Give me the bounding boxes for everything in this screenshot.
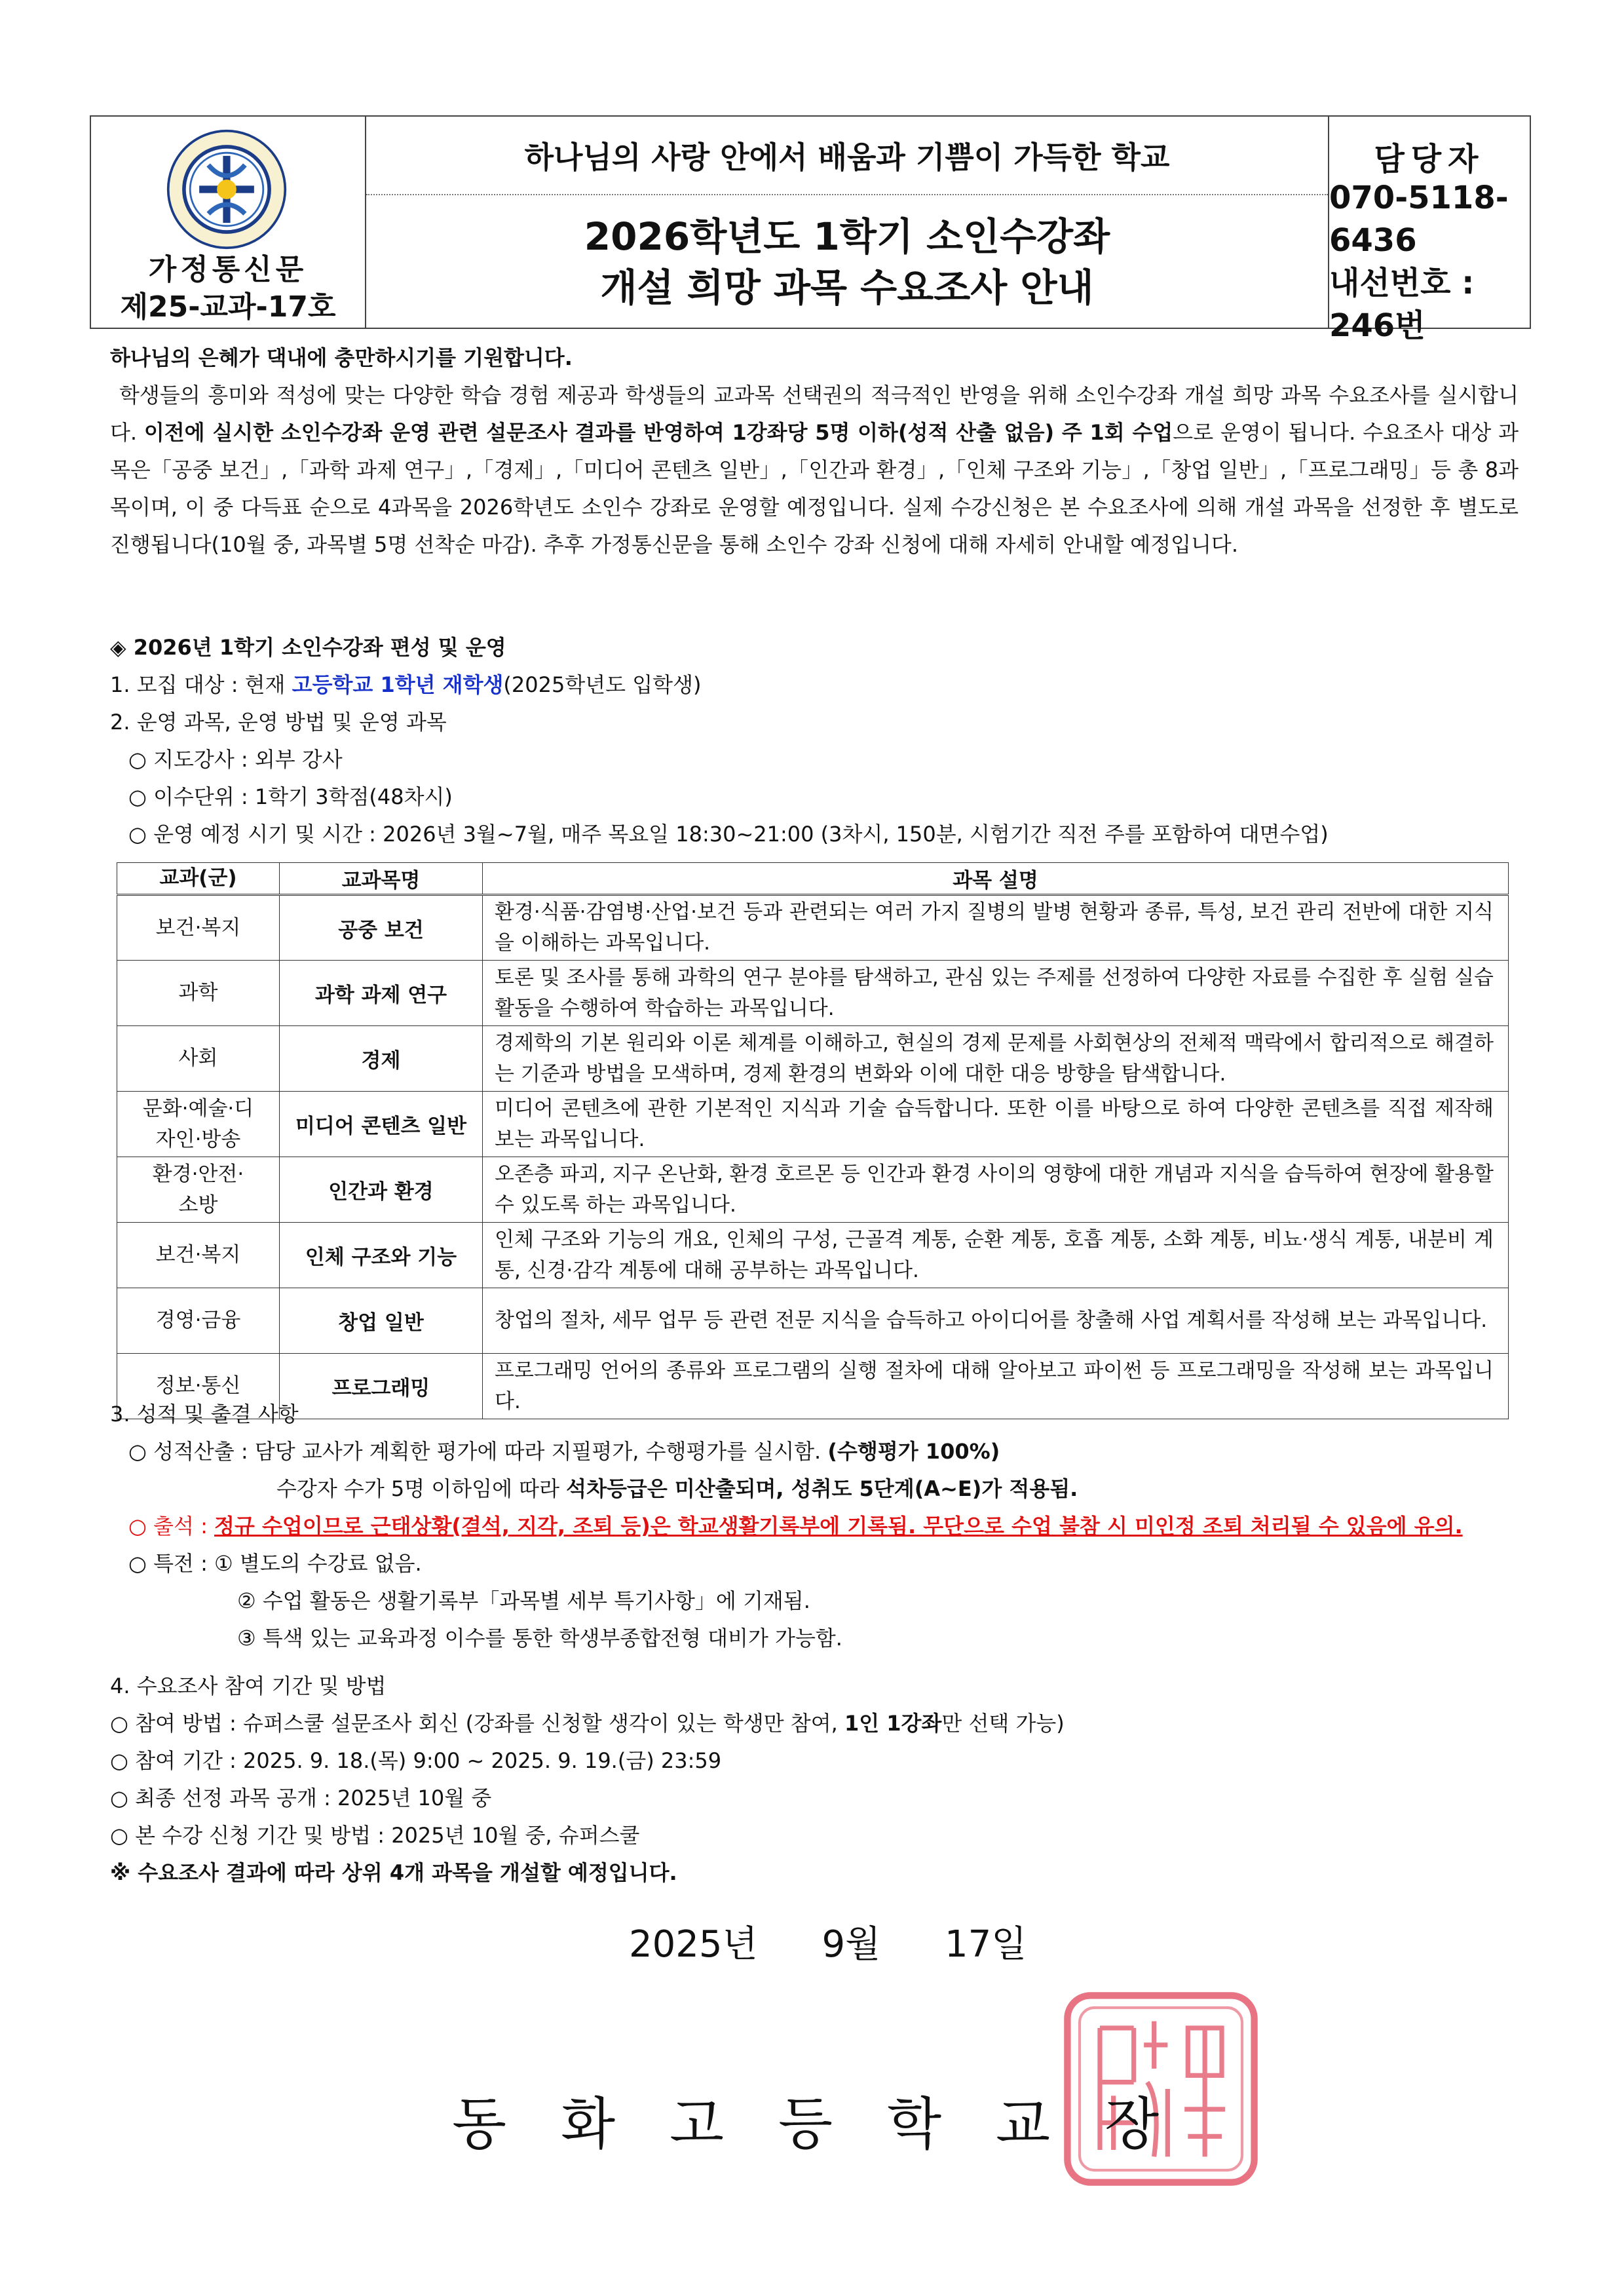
course-desc: 인체 구조와 기능의 개요, 인체의 구성, 근골격 계통, 순환 계통, 호흡 계통, 소화 계통, 비뇨·생식 계통, 내분비 계통, 신경·감각 계통에 대해 공부하는 과목입니다. bbox=[483, 1223, 1509, 1288]
principal-char: 화 bbox=[561, 2092, 616, 2157]
title-line-2: 개설 희망 과목 수요조사 안내 bbox=[600, 265, 1094, 310]
header-box bbox=[90, 115, 1531, 344]
document-title bbox=[366, 195, 1328, 329]
score-line-1 bbox=[128, 1433, 1537, 1470]
table-row bbox=[117, 961, 1509, 1026]
attendance-line bbox=[128, 1508, 1537, 1545]
date-year: 2025년 bbox=[629, 1923, 758, 1966]
header-group: 교과(군) bbox=[117, 863, 280, 895]
header-name: 교과목명 bbox=[280, 863, 483, 895]
newsletter-label-block bbox=[91, 251, 365, 326]
survey-registration: ○ 본 수강 신청 기간 및 방법 : 2025년 10월 중, 슈퍼스쿨 bbox=[110, 1823, 640, 1848]
table-row bbox=[117, 1026, 1509, 1092]
course-desc: 오존층 파괴, 지구 온난화, 환경 호르몬 등 인간과 환경 사이의 영향에 대한 개념과 지식을 습득하여 현장에 활용할 수 있도록 하는 과목입니다. bbox=[483, 1157, 1509, 1223]
grading-heading: 3. 성적 및 출결 사항 bbox=[110, 1402, 299, 1426]
course-desc: 미디어 콘텐츠에 관한 기본적인 지식과 기술 습득합니다. 또한 이를 바탕으로 하여 다양한 콘텐츠를 직접 제작해 보는 과목입니다. bbox=[483, 1092, 1509, 1157]
date-month: 9월 bbox=[821, 1923, 881, 1966]
principal-char: 교 bbox=[996, 2092, 1051, 2157]
course-name: 인간과 환경 bbox=[280, 1157, 483, 1223]
intro-paragraph bbox=[110, 377, 1519, 564]
principal-char: 장 bbox=[1105, 2092, 1160, 2157]
course-group: 보건·복지 bbox=[117, 1223, 280, 1288]
recruit-target bbox=[110, 666, 1519, 704]
course-group: 사회 bbox=[117, 1026, 280, 1092]
survey-method bbox=[110, 1705, 1519, 1742]
course-table bbox=[117, 862, 1509, 1419]
course-desc: 토론 및 조사를 통해 과학의 연구 분야를 탐색하고, 관심 있는 주제를 선정하여 다양한 자료를 수집한 후 실험 실습 활동을 수행하여 학습하는 과목입니다. bbox=[483, 961, 1509, 1026]
course-name: 프로그래밍 bbox=[280, 1354, 483, 1419]
course-desc: 경제학의 기본 원리와 이론 체계를 이해하고, 현실의 경제 문제를 사회현상의 전체적 맥락에서 합리적으로 해결하는 기준과 방법을 모색하며, 경제 환경의 변화와 이에 대한 대응 방향을 탐색합니다. bbox=[483, 1026, 1509, 1092]
recruit-target-suffix: (2025학년도 입학생) bbox=[503, 672, 702, 697]
course-name: 공중 보건 bbox=[280, 895, 483, 961]
newsletter-number: 제25-교과-17호 bbox=[120, 290, 336, 324]
table-row bbox=[117, 1223, 1509, 1288]
section-heading: ◈ 2026년 1학기 소인수강좌 편성 및 운영 bbox=[110, 635, 506, 660]
benefit-2: ② 수업 활동은 생활기록부「과목별 세부 특기사항」에 기재됨. bbox=[237, 1588, 810, 1613]
newsletter-label: 가정통신문 bbox=[148, 253, 308, 286]
table-row bbox=[117, 1157, 1509, 1223]
intro-text-a: 학생들의 흥미와 적성에 맞는 다양한 학습 경험 제공과 학생들의 교과목 선택권의 적극적인 반영을 위해 소인수강좌 개설 희망 과목 수요조사를 실시합니다. bbox=[110, 383, 1519, 445]
principal-char: 등 bbox=[778, 2092, 833, 2157]
school-motto: 하나님의 사랑 안에서 배움과 기쁨이 가득한 학교 bbox=[366, 117, 1328, 195]
course-group: 환경·안전·소방 bbox=[117, 1157, 280, 1223]
course-group: 과학 bbox=[117, 961, 280, 1026]
survey-method-bold: 1인 1강좌 bbox=[844, 1711, 942, 1736]
credit-info: ○ 이수단위 : 1학기 3학점(48차시) bbox=[128, 784, 453, 809]
schedule-info: ○ 운영 예정 시기 및 시간 : 2026년 3월~7월, 매주 목요일 18:30~21:00 (3차시, 150분, 시험기간 직전 주를 포함하여 대면수업) bbox=[128, 822, 1329, 847]
recruit-target-highlight: 고등학교 1학년 재학생 bbox=[292, 672, 504, 697]
document-date bbox=[629, 1915, 1027, 1968]
course-desc: 프로그래밍 언어의 종류와 프로그램의 실행 절차에 대해 알아보고 파이썬 등 프로그래밍을 작성해 보는 과목입니다. bbox=[483, 1354, 1509, 1419]
score-line-2-text: 수강자 수가 5명 이하임에 따라 bbox=[276, 1476, 567, 1501]
attendance-label: ○ 출석 : bbox=[128, 1514, 215, 1539]
survey-note: ※ 수요조사 결과에 따라 상위 4개 과목을 개설할 예정입니다. bbox=[110, 1860, 677, 1885]
contact-label: 담당자 bbox=[1374, 140, 1485, 178]
intro-text-bold: 이전에 실시한 소인수강좌 운영 관련 설문조사 결과를 반영하여 1강좌당 5명 이하(성적 산출 없음) 주 1회 수업 bbox=[143, 420, 1173, 445]
principal-char: 학 bbox=[887, 2092, 942, 2157]
header-right-cell bbox=[1329, 117, 1530, 344]
score-line-2-bold: 석차등급은 미산출되며, 성취도 5단계(A~E)가 적용됨. bbox=[566, 1476, 1078, 1501]
contact-info bbox=[1329, 180, 1530, 344]
course-desc: 창업의 절차, 세무 업무 등 관련 전문 지식을 습득하고 아이디어를 창출해 사업 계획서를 작성해 보는 과목입니다. bbox=[483, 1288, 1509, 1354]
table-header-row bbox=[117, 863, 1509, 895]
contact-phone: 070-5118-6436 bbox=[1329, 180, 1509, 259]
table-row bbox=[117, 895, 1509, 961]
survey-announce: ○ 최종 선정 과목 공개 : 2025년 10월 중 bbox=[110, 1786, 492, 1810]
header-mid-cell bbox=[366, 117, 1329, 328]
course-group: 정보·통신 bbox=[117, 1354, 280, 1419]
survey-period: ○ 참여 기간 : 2025. 9. 18.(목) 9:00 ~ 2025. 9. 19.(금) 23:59 bbox=[110, 1748, 722, 1773]
title-line-1: 2026학년도 1학기 소인수강좌 bbox=[584, 214, 1110, 259]
course-desc: 환경·식품·감염병·산업·보건 등과 관련되는 여러 가지 질병의 발병 현황과 종류, 특성, 보건 관리 전반에 대한 지식을 이해하는 과목입니다. bbox=[483, 895, 1509, 961]
survey-method-a: ○ 참여 방법 : 슈퍼스쿨 설문조사 회신 (강좌를 신청할 생각이 있는 학생만 참여, bbox=[110, 1711, 844, 1736]
course-group: 경영·금융 bbox=[117, 1288, 280, 1354]
course-name: 미디어 콘텐츠 일반 bbox=[280, 1092, 483, 1157]
header-left-cell bbox=[91, 117, 366, 328]
course-name: 과학 과제 연구 bbox=[280, 961, 483, 1026]
table-row bbox=[117, 1288, 1509, 1354]
recruit-target-prefix: 1. 모집 대상 : 현재 bbox=[110, 672, 292, 697]
principal-char: 고 bbox=[670, 2092, 725, 2157]
greeting: 하나님의 은혜가 댁내에 충만하시기를 기원합니다. bbox=[110, 345, 573, 370]
course-group: 문화·예술·디자인·방송 bbox=[117, 1092, 280, 1157]
attendance-warning: 정규 수업이므로 근태상황(결석, 지각, 조퇴 등)은 학교생활기록부에 기록됨. 무단으로 수업 불참 시 미인정 조퇴 처리될 수 있음에 유의. bbox=[214, 1514, 1463, 1539]
course-name: 창업 일반 bbox=[280, 1288, 483, 1354]
principal-signature bbox=[452, 2078, 1213, 2160]
benefit-1: ○ 특전 : ① 별도의 수강료 없음. bbox=[128, 1551, 422, 1576]
contact-extension: 내선번호 : 246번 bbox=[1329, 265, 1475, 344]
school-logo-icon bbox=[166, 128, 288, 250]
header-desc: 과목 설명 bbox=[483, 863, 1509, 895]
score-line-1-bold: (수행평가 100%) bbox=[827, 1439, 1000, 1464]
benefit-3: ③ 특색 있는 교육과정 이수를 통한 학생부종합전형 대비가 가능함. bbox=[237, 1626, 842, 1651]
survey-heading: 4. 수요조사 참여 기간 및 방법 bbox=[110, 1674, 387, 1698]
course-group: 보건·복지 bbox=[117, 895, 280, 961]
principal-char: 동 bbox=[452, 2092, 507, 2157]
score-line-1-text: ○ 성적산출 : 담당 교사가 계획한 평가에 따라 지필평가, 수행평가를 실시함. bbox=[128, 1439, 828, 1464]
instructor-info: ○ 지도강사 : 외부 강사 bbox=[128, 747, 343, 772]
course-name: 경제 bbox=[280, 1026, 483, 1092]
course-name: 인체 구조와 기능 bbox=[280, 1223, 483, 1288]
date-day: 17일 bbox=[944, 1923, 1027, 1966]
table-row bbox=[117, 1092, 1509, 1157]
survey-method-b: 만 선택 가능) bbox=[941, 1711, 1065, 1736]
operation-heading: 2. 운영 과목, 운영 방법 및 운영 과목 bbox=[110, 710, 447, 735]
intro-text-b: 으로 운영이 됩니다. 수요조사 대상 과목은「공중 보건」,「과학 과제 연구」,「경제」,「미디어 콘텐츠 일반」,「인간과 환경」,「인체 구조와 기능」,「창업 일반」,「프로그래밍」등 총 8과목이며, 이 중 다득표 순으로 4과목을 2026학년도 소인수 강좌로 운영할 예정입니다. 실제 수강신청은 본 수요조사에 의해 개설 과목을 선정한 후 별도로 진행됩니다(10월 중, 과목별 5명 선착순 마감). 추후 가정통신문을 통해 소인수 강좌 신청에 대해 자세히 안내할 예정입니다. bbox=[110, 420, 1519, 557]
score-line-2 bbox=[276, 1470, 1521, 1508]
